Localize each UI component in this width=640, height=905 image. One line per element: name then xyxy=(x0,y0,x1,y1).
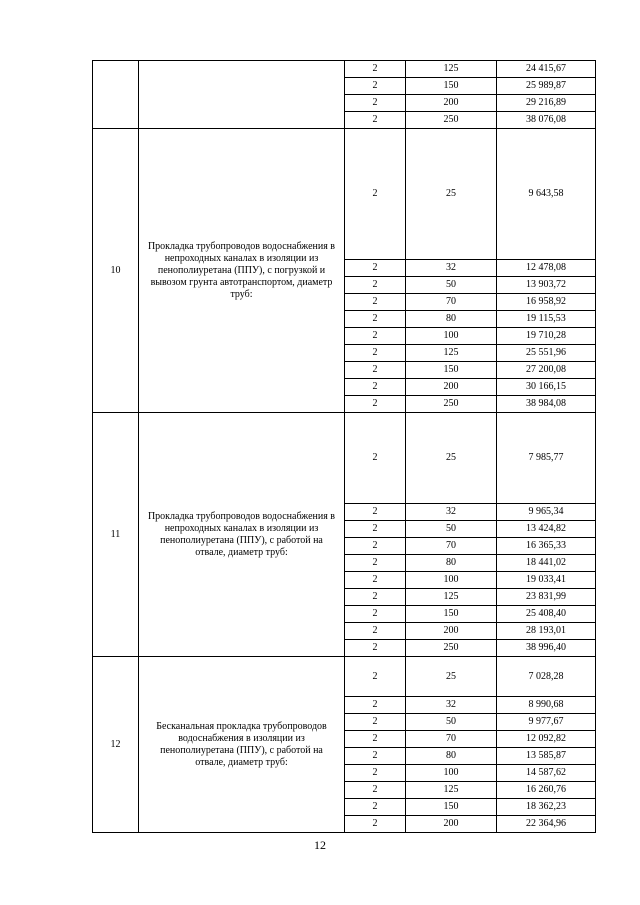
category-cell: 2 xyxy=(345,345,406,362)
diameter-cell: 125 xyxy=(406,61,497,78)
category-cell: 2 xyxy=(345,640,406,657)
category-cell: 2 xyxy=(345,260,406,277)
price-cell: 9 643,58 xyxy=(497,129,596,260)
category-cell: 2 xyxy=(345,78,406,95)
category-cell: 2 xyxy=(345,799,406,816)
price-cell: 18 362,23 xyxy=(497,799,596,816)
category-cell: 2 xyxy=(345,714,406,731)
table-row xyxy=(93,129,596,260)
diameter-cell: 150 xyxy=(406,362,497,379)
price-cell: 19 115,53 xyxy=(497,311,596,328)
category-cell: 2 xyxy=(345,657,406,697)
item-number-cell: 11 xyxy=(93,413,139,657)
diameter-cell: 100 xyxy=(406,572,497,589)
category-cell: 2 xyxy=(345,95,406,112)
price-cell: 19 710,28 xyxy=(497,328,596,345)
diameter-cell: 100 xyxy=(406,765,497,782)
table-row xyxy=(93,61,596,78)
diameter-cell: 150 xyxy=(406,606,497,623)
price-cell: 12 092,82 xyxy=(497,731,596,748)
page-number: 12 xyxy=(314,838,326,852)
category-cell: 2 xyxy=(345,731,406,748)
item-number-cell xyxy=(93,61,139,129)
category-cell: 2 xyxy=(345,362,406,379)
category-cell: 2 xyxy=(345,555,406,572)
category-cell: 2 xyxy=(345,521,406,538)
price-cell: 13 585,87 xyxy=(497,748,596,765)
diameter-cell: 25 xyxy=(406,413,497,504)
diameter-cell: 70 xyxy=(406,294,497,311)
price-cell: 23 831,99 xyxy=(497,589,596,606)
diameter-cell: 50 xyxy=(406,714,497,731)
item-description-cell: Прокладка трубопроводов водоснабжения в непроходных каналах в изоляции из пенополиуретана (ППУ), с работой на отвале, диаметр труб: xyxy=(139,413,345,657)
category-cell: 2 xyxy=(345,697,406,714)
diameter-cell: 200 xyxy=(406,95,497,112)
price-cell: 19 033,41 xyxy=(497,572,596,589)
price-cell: 38 996,40 xyxy=(497,640,596,657)
diameter-cell: 25 xyxy=(406,657,497,697)
category-cell: 2 xyxy=(345,396,406,413)
price-cell: 8 990,68 xyxy=(497,697,596,714)
price-cell: 13 903,72 xyxy=(497,277,596,294)
price-cell: 9 977,67 xyxy=(497,714,596,731)
price-cell: 25 989,87 xyxy=(497,78,596,95)
category-cell: 2 xyxy=(345,782,406,799)
price-cell: 14 587,62 xyxy=(497,765,596,782)
category-cell: 2 xyxy=(345,277,406,294)
category-cell: 2 xyxy=(345,572,406,589)
table-row xyxy=(93,413,596,504)
category-cell: 2 xyxy=(345,328,406,345)
item-description-cell: Прокладка трубопроводов водоснабжения в непроходных каналах в изоляции из пенополиуретана (ППУ), с погрузкой и вывозом грунта автотранспортом, диаметр труб: xyxy=(139,129,345,413)
diameter-cell: 200 xyxy=(406,623,497,640)
category-cell: 2 xyxy=(345,413,406,504)
price-cell: 9 965,34 xyxy=(497,504,596,521)
item-number-cell: 10 xyxy=(93,129,139,413)
category-cell: 2 xyxy=(345,765,406,782)
price-cell: 16 958,92 xyxy=(497,294,596,311)
category-cell: 2 xyxy=(345,538,406,555)
price-cell: 22 364,96 xyxy=(497,816,596,833)
price-cell: 25 408,40 xyxy=(497,606,596,623)
category-cell: 2 xyxy=(345,379,406,396)
diameter-cell: 50 xyxy=(406,521,497,538)
price-cell: 30 166,15 xyxy=(497,379,596,396)
category-cell: 2 xyxy=(345,311,406,328)
price-table-body xyxy=(93,61,596,833)
diameter-cell: 150 xyxy=(406,799,497,816)
diameter-cell: 70 xyxy=(406,731,497,748)
table-row xyxy=(93,657,596,697)
price-cell: 18 441,02 xyxy=(497,555,596,572)
diameter-cell: 100 xyxy=(406,328,497,345)
category-cell: 2 xyxy=(345,112,406,129)
diameter-cell: 125 xyxy=(406,345,497,362)
category-cell: 2 xyxy=(345,129,406,260)
price-cell: 29 216,89 xyxy=(497,95,596,112)
diameter-cell: 150 xyxy=(406,78,497,95)
diameter-cell: 250 xyxy=(406,640,497,657)
item-number-cell: 12 xyxy=(93,657,139,833)
category-cell: 2 xyxy=(345,816,406,833)
diameter-cell: 32 xyxy=(406,260,497,277)
category-cell: 2 xyxy=(345,606,406,623)
price-cell: 38 076,08 xyxy=(497,112,596,129)
diameter-cell: 70 xyxy=(406,538,497,555)
diameter-cell: 250 xyxy=(406,112,497,129)
diameter-cell: 80 xyxy=(406,311,497,328)
diameter-cell: 32 xyxy=(406,697,497,714)
diameter-cell: 32 xyxy=(406,504,497,521)
category-cell: 2 xyxy=(345,504,406,521)
price-cell: 13 424,82 xyxy=(497,521,596,538)
price-cell: 16 365,33 xyxy=(497,538,596,555)
price-cell: 24 415,67 xyxy=(497,61,596,78)
price-cell: 28 193,01 xyxy=(497,623,596,640)
category-cell: 2 xyxy=(345,748,406,765)
diameter-cell: 50 xyxy=(406,277,497,294)
category-cell: 2 xyxy=(345,61,406,78)
category-cell: 2 xyxy=(345,589,406,606)
item-description-cell xyxy=(139,61,345,129)
diameter-cell: 125 xyxy=(406,589,497,606)
diameter-cell: 80 xyxy=(406,555,497,572)
price-cell: 7 985,77 xyxy=(497,413,596,504)
diameter-cell: 80 xyxy=(406,748,497,765)
price-cell: 25 551,96 xyxy=(497,345,596,362)
category-cell: 2 xyxy=(345,623,406,640)
diameter-cell: 200 xyxy=(406,379,497,396)
item-description-cell: Бесканальная прокладка трубопроводов водоснабжения в изоляции из пенополиуретана (ППУ), с работой на отвале, диаметр труб: xyxy=(139,657,345,833)
category-cell: 2 xyxy=(345,294,406,311)
price-cell: 7 028,28 xyxy=(497,657,596,697)
price-cell: 27 200,08 xyxy=(497,362,596,379)
diameter-cell: 125 xyxy=(406,782,497,799)
price-table xyxy=(92,60,596,833)
price-cell: 16 260,76 xyxy=(497,782,596,799)
diameter-cell: 200 xyxy=(406,816,497,833)
price-cell: 38 984,08 xyxy=(497,396,596,413)
diameter-cell: 25 xyxy=(406,129,497,260)
diameter-cell: 250 xyxy=(406,396,497,413)
price-cell: 12 478,08 xyxy=(497,260,596,277)
